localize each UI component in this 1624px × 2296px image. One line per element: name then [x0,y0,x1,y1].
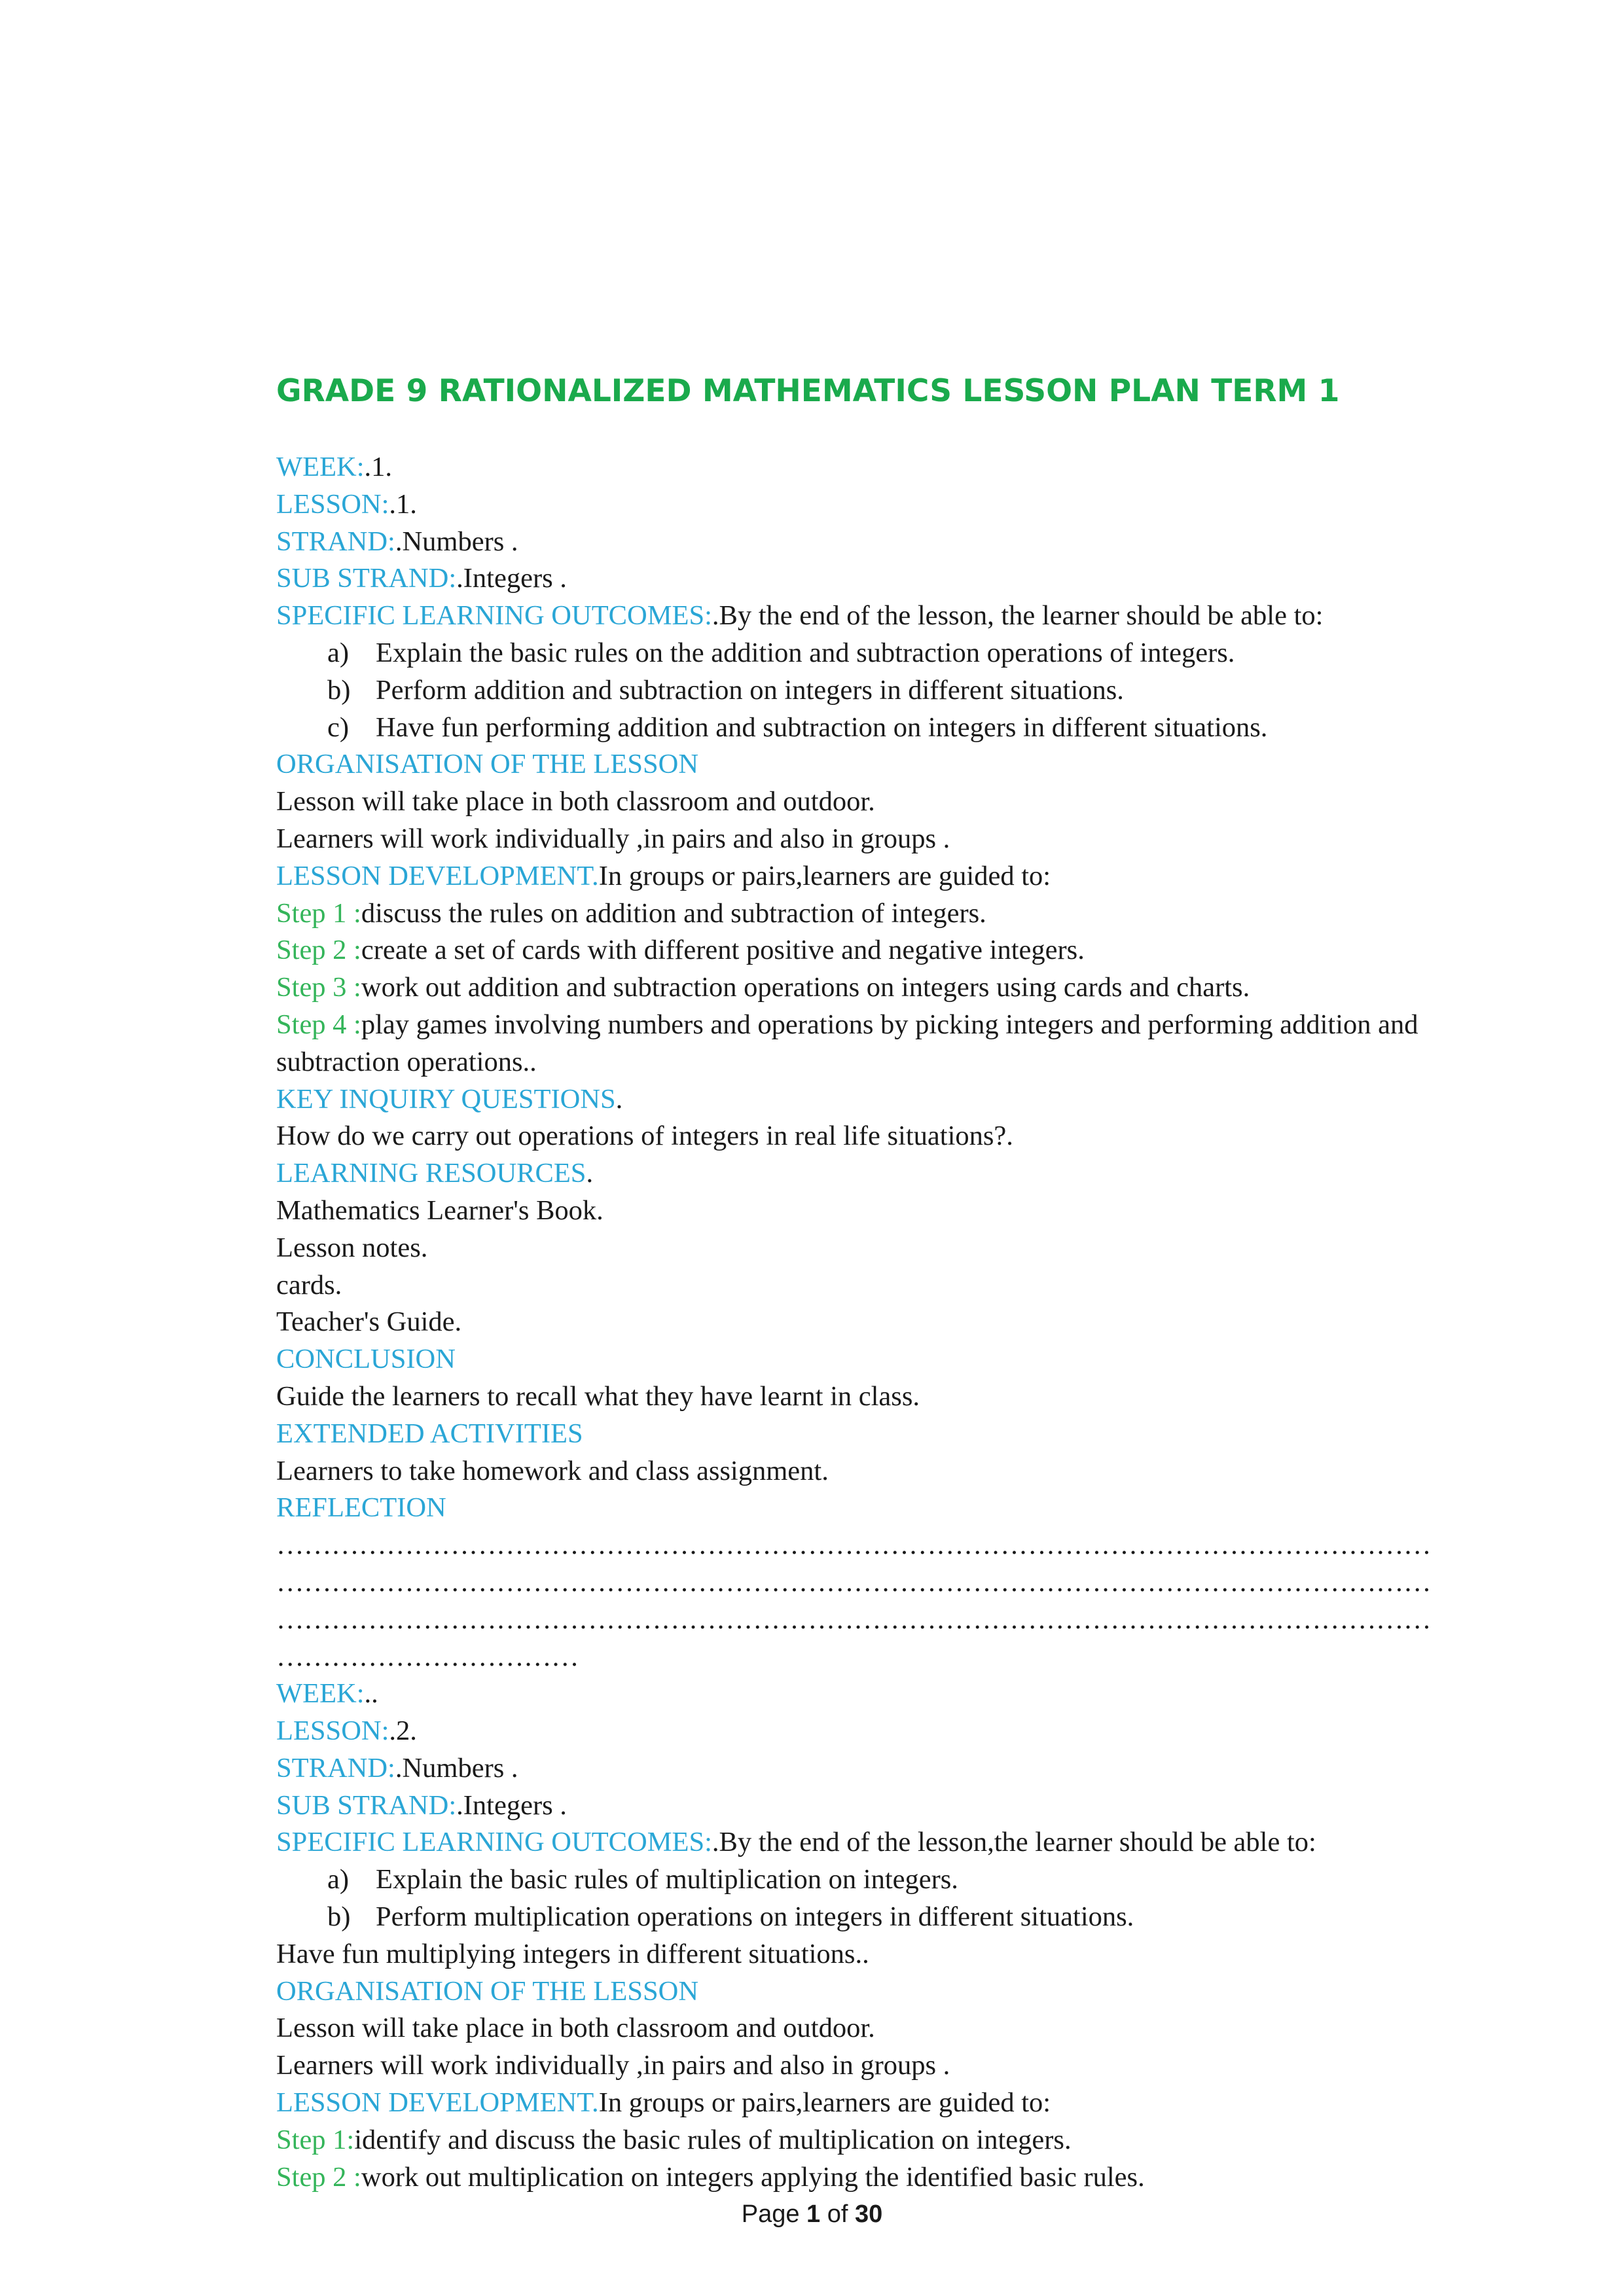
current-page-number: 1 [806,2200,821,2228]
resources-heading [276,1155,1559,1193]
list-text: Explain the basic rules of multiplication on integers. [376,1864,958,1895]
resource-item: Teacher's Guide. [276,1306,462,1338]
document-title: GRADE 9 RATIONALIZED MATHEMATICS LESSON PLAN TERM 1 [276,373,1340,409]
reflection-line: ……………………………………………………………………………………………………………… [276,1566,1431,1598]
lesson2-week [276,1676,1559,1713]
step-label: Step 3 : [276,972,361,1003]
lesson-label: LESSON: [276,488,389,520]
sub-strand-value: .Integers . [456,563,567,594]
list-item [276,672,1559,709]
list-marker: b) [327,1901,351,1933]
lesson1-sub-strand [276,560,1559,598]
lesson2-slo [276,1824,1559,1861]
step-text: work out multiplication on integers applying the identified basic rules. [361,2161,1145,2193]
total-page-count: 30 [854,2200,883,2228]
strand-value: .Numbers . [395,526,518,557]
step-label: Step 2 : [276,2161,361,2193]
list-text: Perform multiplication operations on integers in different situations. [376,1901,1134,1933]
kiq-heading [276,1081,1559,1119]
step-text: discuss the rules on addition and subtraction of integers. [361,897,986,929]
slo-label: SPECIFIC LEARNING OUTCOMES: [276,1827,712,1858]
resources-suffix: . [586,1158,594,1189]
list-marker: a) [327,1864,350,1895]
reflection-heading: REFLECTION [276,1492,446,1524]
footer-prefix: Page [741,2200,807,2228]
organisation-text: Lesson will take place in both classroom and outdoor. [276,2013,875,2044]
kiq-suffix: . [615,1083,623,1115]
extra-outcome-text: Have fun multiplying integers in different situations.. [276,1938,869,1969]
step-text: play games involving numbers and operations by picking integers and performing addition and subtraction operations.. [276,1009,1418,1077]
development-text: In groups or pairs,learners are guided to: [598,2087,1051,2119]
conclusion-heading: CONCLUSION [276,1344,456,1375]
step-item [276,895,1559,933]
lesson2-strand [276,1750,1559,1787]
lesson-plan-body [276,449,1559,2196]
step-label: Step 1: [276,2124,355,2155]
list-item [276,1861,1559,1899]
step-item [276,2159,1559,2197]
slo-text: .By the end of the lesson, the learner should be able to: [712,600,1324,632]
step-label: Step 4 : [276,1009,361,1040]
footer-middle: of [820,2200,855,2228]
extended-heading: EXTENDED ACTIVITIES [276,1418,583,1449]
organisation-heading: ORGANISATION OF THE LESSON [276,1975,699,2007]
lesson-value: .1. [389,488,417,520]
lesson-label: LESSON: [276,1715,389,1747]
list-marker: c) [327,711,350,743]
slo-text: .By the end of the lesson,the learner should be able to: [712,1827,1316,1858]
list-item [276,1899,1559,1936]
lesson1-development [276,858,1559,895]
conclusion-text: Guide the learners to recall what they have learnt in class. [276,1380,920,1412]
step-label: Step 2 : [276,935,361,966]
organisation-text: Learners will work individually ,in pairs and also in groups . [276,2050,950,2081]
strand-label: STRAND: [276,526,395,557]
step-item [276,1007,1468,1081]
reflection-line: …………………………… [276,1641,579,1672]
step-item [276,969,1559,1007]
lesson2-lesson [276,1713,1559,1750]
week-value: .1. [364,452,393,482]
list-marker: b) [327,674,351,706]
lesson-value: .2. [389,1715,417,1747]
organisation-text: Lesson will take place in both classroom and outdoor. [276,786,875,817]
lesson2-sub-strand [276,1787,1559,1825]
sub-strand-label: SUB STRAND: [276,563,457,594]
week-value: .. [364,1678,378,1710]
strand-value: .Numbers . [395,1752,518,1784]
organisation-text: Learners will work individually ,in pairs and also in groups . [276,823,950,854]
list-item [276,709,1559,747]
lesson2-development [276,2085,1559,2122]
step-text: identify and discuss the basic rules of multiplication on integers. [354,2124,1072,2155]
kiq-label: KEY INQUIRY QUESTIONS [276,1083,616,1115]
kiq-text: How do we carry out operations of integers in real life situations?. [276,1121,1013,1152]
step-item [276,932,1559,969]
resource-item: Lesson notes. [276,1232,428,1263]
reflection-line: ……………………………………………………………………………………………………………… [276,1604,1431,1635]
sub-strand-label: SUB STRAND: [276,1789,457,1821]
list-item [276,635,1559,672]
lesson1-slo [276,598,1559,635]
organisation-heading: ORGANISATION OF THE LESSON [276,749,699,780]
list-text: Perform addition and subtraction on integers in different situations. [376,674,1124,706]
list-marker: a) [327,637,350,668]
resources-label: LEARNING RESOURCES [276,1158,586,1189]
resource-item: cards. [276,1269,342,1300]
lesson1-lesson [276,486,1559,524]
page-footer [0,2198,1624,2231]
week-label: WEEK: [276,452,365,482]
development-label: LESSON DEVELOPMENT. [276,860,599,891]
list-text: Explain the basic rules on the addition and subtraction operations of integers. [376,637,1235,668]
sub-strand-value: .Integers . [456,1789,567,1821]
lesson1-strand [276,524,1559,561]
development-text: In groups or pairs,learners are guided to: [598,860,1051,891]
step-text: create a set of cards with different positive and negative integers. [361,935,1085,966]
list-text: Have fun performing addition and subtraction on integers in different situations. [376,711,1268,743]
week-label: WEEK: [276,1678,365,1710]
development-label: LESSON DEVELOPMENT. [276,2087,599,2119]
lesson1-week [276,449,1559,486]
extended-text: Learners to take homework and class assignment. [276,1455,829,1486]
step-label: Step 1 : [276,897,361,929]
resource-item: Mathematics Learner's Book. [276,1194,604,1226]
slo-label: SPECIFIC LEARNING OUTCOMES: [276,600,712,632]
reflection-line: ……………………………………………………………………………………………………………… [276,1530,1431,1561]
step-item [276,2122,1559,2159]
strand-label: STRAND: [276,1752,395,1784]
step-text: work out addition and subtraction operations on integers using cards and charts. [361,972,1250,1003]
